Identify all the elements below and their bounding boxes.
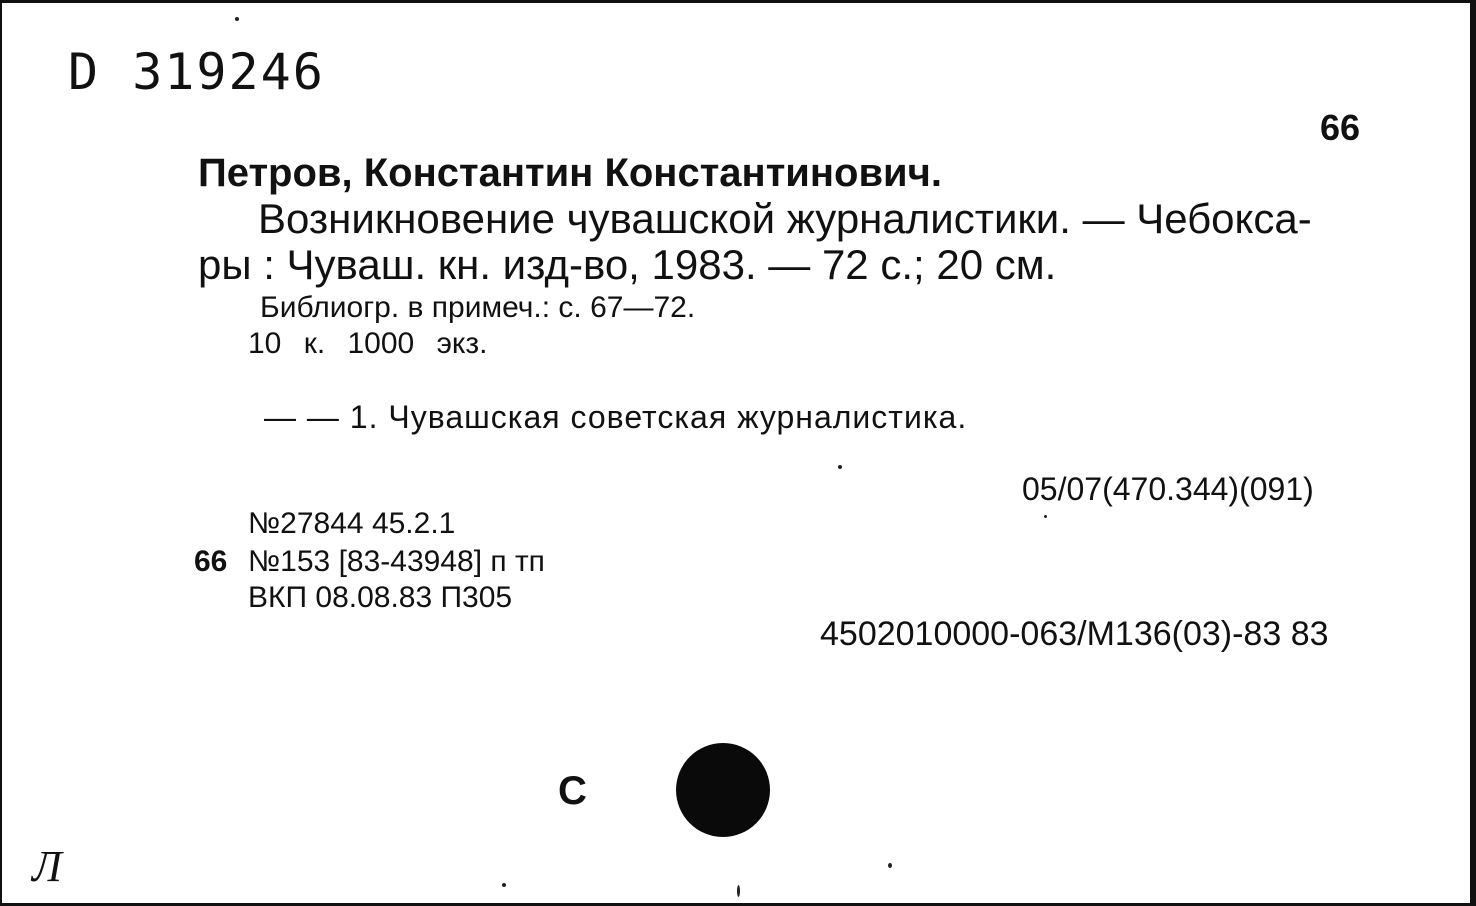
catalog-code: 4502010000-063/М136(03)-83 83 bbox=[820, 615, 1329, 653]
speck bbox=[1044, 515, 1047, 518]
title-line-2: ры : Чуваш. кн. изд-во, 1983. — 72 с.; 20 см. bbox=[198, 241, 1057, 288]
accession-number: D 319246 bbox=[68, 43, 325, 101]
subject-heading: — — 1. Чувашская советская журналистика. bbox=[264, 399, 968, 435]
speck bbox=[888, 863, 892, 868]
classification-number-left: 66 bbox=[194, 545, 228, 578]
udc-code: 05/07(470.344)(091) bbox=[1022, 471, 1314, 507]
classification-number: 66 bbox=[1320, 107, 1361, 148]
author-heading: Петров, Константин Константинович. bbox=[198, 151, 942, 195]
bibliography-note: Библиогр. в примеч.: с. 67—72. bbox=[260, 291, 696, 324]
price-print-run-note: 10 к. 1000 экз. bbox=[248, 327, 488, 360]
speck bbox=[737, 885, 740, 897]
speck bbox=[838, 465, 842, 469]
filled-circle-mark bbox=[676, 743, 770, 837]
registration-number-1: №27844 45.2.1 bbox=[248, 507, 456, 540]
speck bbox=[235, 17, 239, 21]
speck bbox=[502, 883, 506, 887]
title-line-1: Возникновение чувашской журналистики. — Чебокса- bbox=[258, 195, 1312, 242]
card-letter: С bbox=[558, 769, 587, 813]
registration-number-2: №153 [83-43948] п тп bbox=[248, 545, 545, 578]
handwritten-mark: Л bbox=[32, 842, 62, 891]
registration-number-3: ВКП 08.08.83 П305 bbox=[248, 581, 513, 614]
